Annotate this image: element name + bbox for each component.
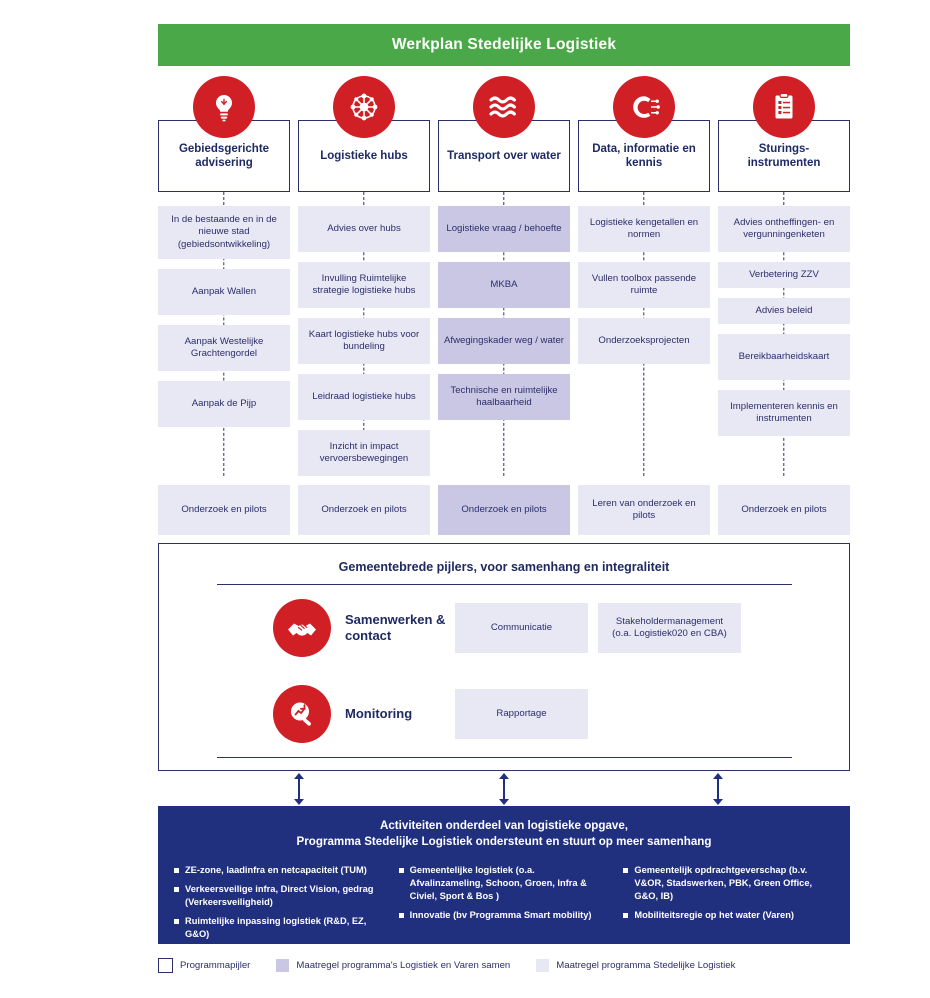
list-item-label: Gemeentelijk opdrachtgeverschap (b.v. V&OR, Stadswerken, PBK, Green Office, G&O, IB) xyxy=(634,865,813,902)
measure-item[interactable]: Onderzoeksprojecten xyxy=(578,318,710,364)
measure-list xyxy=(578,192,710,364)
cross-rows xyxy=(159,585,849,757)
square-bullet-icon xyxy=(623,868,628,873)
data-chip-icon xyxy=(613,76,675,138)
measure-item[interactable]: Logistieke kengetallen en normen xyxy=(578,206,710,252)
cross-block-title: Gemeentebrede pijlers, voor samenhang en integraliteit xyxy=(338,560,670,574)
pillar-gebiedsgerichte-advisering[interactable] xyxy=(158,120,290,476)
pillar-label: Data, informatie en kennis xyxy=(592,142,696,169)
related-activities-block xyxy=(158,806,850,944)
pillar-data-informatie-en-kennis[interactable] xyxy=(578,120,710,476)
blue-column xyxy=(623,864,834,946)
list-item xyxy=(174,864,385,877)
hubs-network-icon xyxy=(333,76,395,138)
legend-swatch-single xyxy=(536,959,549,972)
pillar-label: Gebiedsgerichte advisering xyxy=(178,142,270,169)
list-item xyxy=(623,864,834,902)
cross-row-monitoring xyxy=(159,671,849,757)
blue-block-title xyxy=(174,818,834,850)
lightbulb-icon xyxy=(193,76,255,138)
cross-items xyxy=(455,689,588,739)
list-item-label: Innovatie (bv Programma Smart mobility) xyxy=(409,909,592,920)
list-item xyxy=(399,909,610,922)
pillar-transport-over-water[interactable] xyxy=(438,120,570,476)
legend-swatch-shared xyxy=(276,959,289,972)
pilot-item[interactable]: Leren van onderzoek en pilots xyxy=(578,485,710,535)
legend-label: Programmapijler xyxy=(180,960,251,971)
measure-item[interactable]: Implementeren kennis en instrumenten xyxy=(718,390,850,436)
measure-item[interactable]: Aanpak de Pijp xyxy=(158,381,290,427)
arrow-group xyxy=(158,772,850,808)
measure-item[interactable]: Aanpak Westelijke Grachtengordel xyxy=(158,325,290,371)
cross-row-label: Samenwerken & contact xyxy=(345,611,446,643)
pillar-row xyxy=(158,120,850,476)
list-item-label: Gemeentelijke logistiek (o.a. Afvalinzameling, Schoon, Groen, Infra & Civiel, Sport & Bos ) xyxy=(409,865,587,902)
list-item-label: Verkeersveilige infra, Direct Vision, gedrag (Verkeersveiligheid) xyxy=(185,884,374,908)
legend-item-shared xyxy=(276,959,510,972)
measure-item[interactable]: In de bestaande en in de nieuwe stad (gebiedsontwikkeling) xyxy=(158,206,290,259)
pilot-item[interactable]: Onderzoek en pilots xyxy=(298,485,430,535)
list-item-label: Ruimtelijke inpassing logistiek (R&D, EZ, G&O) xyxy=(185,915,367,939)
divider xyxy=(217,757,792,758)
pillar-label: Sturings- instrumenten xyxy=(747,142,821,169)
cross-row-samenwerken xyxy=(159,585,849,671)
blue-column xyxy=(174,864,385,946)
measure-item[interactable]: Advies beleid xyxy=(718,298,850,324)
square-bullet-icon xyxy=(399,913,404,918)
handshake-icon xyxy=(273,599,331,657)
measure-list xyxy=(438,192,570,420)
blue-columns xyxy=(174,864,834,946)
measure-item[interactable]: Vullen toolbox passende ruimte xyxy=(578,262,710,308)
pillar-logistieke-hubs[interactable] xyxy=(298,120,430,476)
measure-item[interactable]: Bereikbaarheidskaart xyxy=(718,334,850,380)
cross-row-label: Monitoring xyxy=(345,705,413,721)
double-arrow-icon xyxy=(497,772,511,806)
square-bullet-icon xyxy=(174,919,179,924)
list-item xyxy=(174,915,385,941)
clipboard-checklist-icon xyxy=(753,76,815,138)
measure-item[interactable]: Inzicht in impact vervoersbewegingen xyxy=(298,430,430,476)
measure-item[interactable]: Invulling Ruimtelijke strategie logistieke hubs xyxy=(298,262,430,308)
legend-label: Maatregel programma's Logistiek en Varen samen xyxy=(296,960,511,971)
list-item-label: ZE-zone, laadinfra en netcapaciteit (TUM) xyxy=(185,865,367,876)
measure-item[interactable]: Afwegingskader weg / water xyxy=(438,318,570,364)
double-arrow-icon xyxy=(292,772,306,806)
list-item xyxy=(399,864,610,902)
measure-item[interactable]: Advies over hubs xyxy=(298,206,430,252)
measure-item[interactable]: Logistieke vraag / behoefte xyxy=(438,206,570,252)
page-title: Werkplan Stedelijke Logistiek xyxy=(158,24,850,66)
pillars-section xyxy=(158,120,850,476)
pillar-label: Transport over water xyxy=(447,149,561,162)
water-waves-icon xyxy=(473,76,535,138)
legend-label: Maatregel programma Stedelijke Logistiek xyxy=(556,960,736,971)
list-item xyxy=(623,909,834,922)
square-bullet-icon xyxy=(623,913,628,918)
cross-item[interactable]: Communicatie xyxy=(455,603,588,653)
pilot-item[interactable]: Onderzoek en pilots xyxy=(158,485,290,535)
pilot-item[interactable]: Onderzoek en pilots xyxy=(718,485,850,535)
square-bullet-icon xyxy=(174,887,179,892)
square-bullet-icon xyxy=(399,868,404,873)
blue-title-line-1: Activiteiten onderdeel van logistieke opgave, xyxy=(379,819,629,832)
legend-item-programmapijler xyxy=(158,958,250,973)
square-bullet-icon xyxy=(174,868,179,873)
cross-cutting-pillars-block xyxy=(158,543,850,771)
monitoring-magnifier-icon xyxy=(273,685,331,743)
measure-item[interactable]: Leidraad logistieke hubs xyxy=(298,374,430,420)
list-item-label: Mobiliteitsregie op het water (Varen) xyxy=(634,909,794,920)
measure-item[interactable]: MKBA xyxy=(438,262,570,308)
measure-item[interactable]: Kaart logistieke hubs voor bundeling xyxy=(298,318,430,364)
legend-swatch-outline xyxy=(158,958,173,973)
legend xyxy=(158,958,918,973)
cross-item[interactable]: Rapportage xyxy=(455,689,588,739)
pillar-sturingsinstrumenten[interactable] xyxy=(718,120,850,476)
pilot-item[interactable]: Onderzoek en pilots xyxy=(438,485,570,535)
measure-list xyxy=(158,192,290,427)
legend-item-single xyxy=(536,959,735,972)
pilots-row xyxy=(158,485,850,535)
cross-items xyxy=(455,603,741,653)
measure-list xyxy=(298,192,430,476)
double-arrow-icon xyxy=(711,772,725,806)
measure-list xyxy=(718,192,850,436)
measure-item[interactable]: Aanpak Wallen xyxy=(158,269,290,315)
measure-item[interactable]: Advies ontheffingen- en vergunningenketen xyxy=(718,206,850,252)
pillar-label: Logistieke hubs xyxy=(320,149,408,162)
cross-item[interactable]: Stakeholdermanagement (o.a. Logistiek020 en CBA) xyxy=(598,603,741,653)
measure-item[interactable]: Verbetering ZZV xyxy=(718,262,850,288)
blue-title-line-2: Programma Stedelijke Logistiek ondersteunt en stuurt op meer samenhang xyxy=(296,835,712,849)
list-item xyxy=(174,883,385,909)
blue-column xyxy=(399,864,610,946)
measure-item[interactable]: Technische en ruimtelijke haalbaarheid xyxy=(438,374,570,420)
